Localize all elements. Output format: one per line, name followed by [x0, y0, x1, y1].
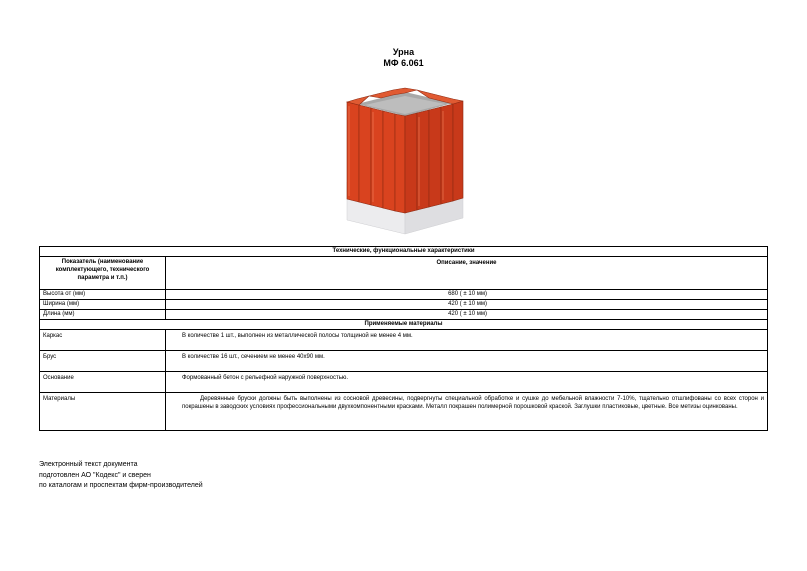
- row-label: Брус: [40, 351, 166, 372]
- row-label: Ширина (мм): [40, 300, 166, 310]
- product-name: Урна: [392, 47, 415, 57]
- row-value: В количестве 16 шт., сечением не менее 40х90 мм.: [166, 351, 768, 372]
- row-value: [166, 393, 768, 431]
- table-row: [40, 310, 768, 320]
- right-slats: [405, 101, 463, 213]
- materials-section-title: Применяемые материалы: [40, 320, 768, 330]
- footer-line: подготовлен АО "Кодекс" и сверен: [39, 471, 151, 479]
- table-row: [40, 290, 768, 300]
- row-value: 420 ( ± 10 мм): [166, 300, 768, 310]
- row-label: Каркас: [40, 330, 166, 351]
- row-value: 680 ( ± 10 мм): [166, 290, 768, 300]
- table-row: [40, 300, 768, 310]
- table-row: [40, 372, 768, 393]
- footer-line: по каталогам и проспектам фирм-производителей: [39, 482, 203, 489]
- left-slats: [347, 102, 405, 213]
- row-label: Длина (мм): [40, 310, 166, 320]
- spec-table: [39, 246, 768, 431]
- row-label: Высота от (мм): [40, 290, 166, 300]
- table-row: [40, 351, 768, 372]
- specs-section-title: Технические, функциональные характеристики: [40, 247, 768, 257]
- product-code: МФ 6.061: [383, 58, 424, 68]
- row-label: Основание: [40, 372, 166, 393]
- footer-note: [39, 460, 203, 492]
- header-description: Описание, значение: [166, 257, 768, 290]
- table-row: [40, 393, 768, 431]
- row-value: 420 ( ± 10 мм): [166, 310, 768, 320]
- row-value: Формованный бетон с рельефной наружной поверхностью.: [166, 372, 768, 393]
- materials-description: Деревянные бруски должны быть выполнены из сосновой древесины, подвергнуты специальной обработке и сушке до мебельной влажности 7-10%, тщательно отшлифованы со всех сторон и покрашены в заводских условиях профессиональными двухкомпонентными красками. Металл покрашен полимерной порошковой краской. Заглушки пластиковые, цветные. Все метизы оцинкованы.: [182, 396, 764, 410]
- footer-line: Электронный текст документа: [39, 461, 138, 468]
- table-row: [40, 330, 768, 351]
- urn-illustration: [335, 72, 475, 242]
- row-label: Материалы: [40, 393, 166, 431]
- row-value: В количестве 1 шт., выполнен из металлической полосы толщиной не менее 4 мм.: [166, 330, 768, 351]
- header-indicator: Показатель (наименование комплектующего, технического параметра и т.п.): [40, 257, 166, 290]
